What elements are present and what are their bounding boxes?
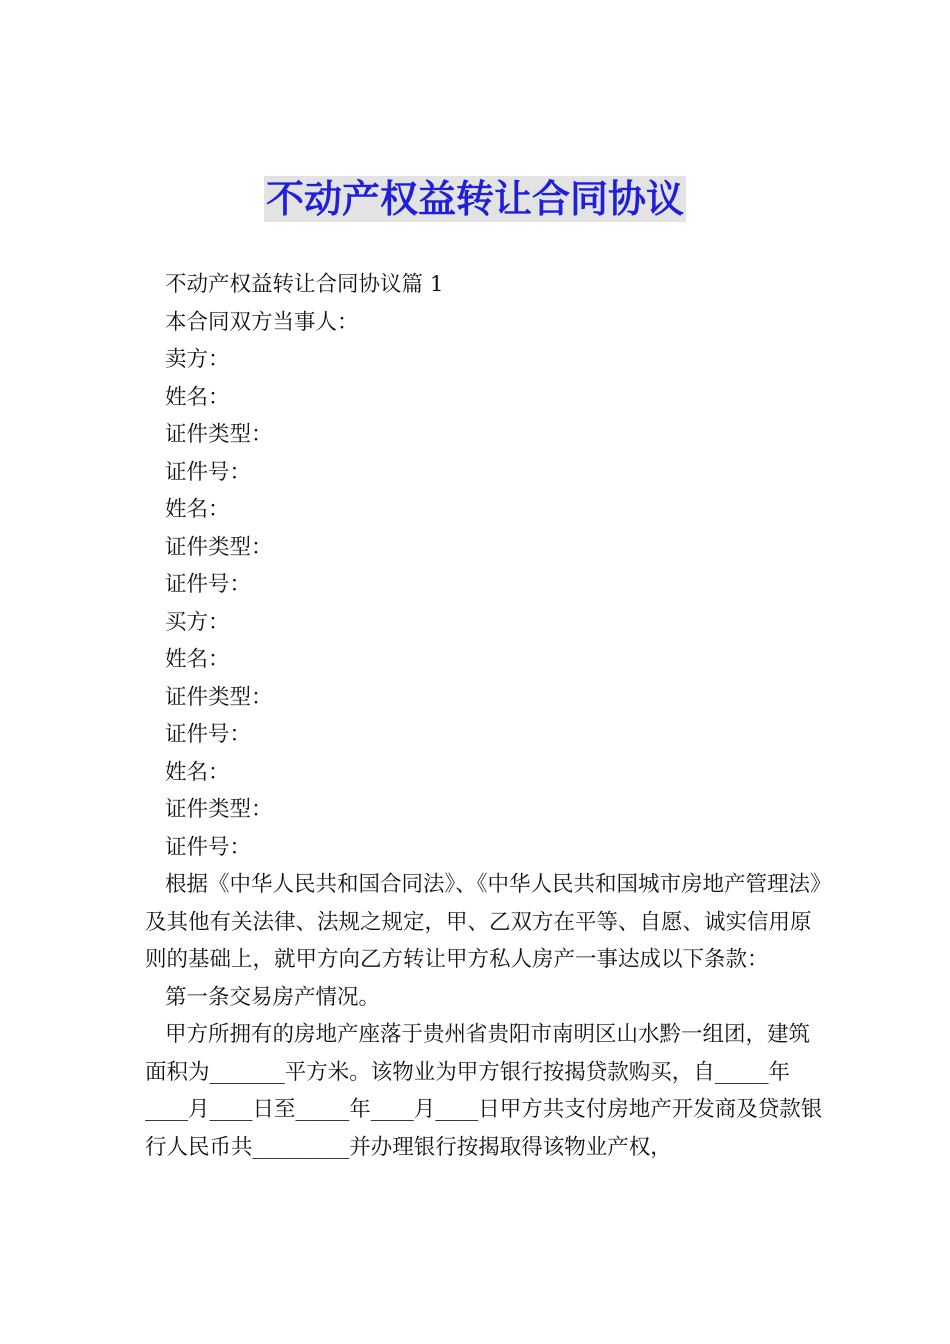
legal-basis-paragraph: 根据《中华人民共和国合同法》、《中华人民共和国城市房地产管理法》及其他有关法律、法规之规定，甲、乙双方在平等、自愿、诚实信用原则的基础上，就甲方向乙方转让甲方私人房产一事达成以下条款： — [145, 872, 821, 972]
buyer2-id-type-field: 证件类型： — [165, 797, 273, 822]
seller1-id-type-field: 证件类型： — [165, 422, 273, 447]
document-title: 不动产权益转让合同协议 — [265, 177, 684, 221]
seller1-id-number-field: 证件号： — [165, 459, 252, 485]
section-heading: 不动产权益转让合同协议篇 1 — [165, 272, 444, 297]
buyer-label: 买方： — [165, 609, 230, 635]
parties-intro: 本合同双方当事人： — [165, 309, 359, 335]
title-container — [0, 176, 950, 222]
buyer1-id-number-field: 证件号： — [165, 722, 252, 747]
seller2-id-type-field: 证件类型： — [165, 534, 273, 560]
seller-label: 卖方： — [165, 347, 230, 372]
seller1-name-field: 姓名： — [165, 384, 230, 410]
buyer2-name-field: 姓名： — [165, 759, 230, 785]
seller2-name-field: 姓名： — [165, 497, 230, 522]
document-body — [145, 266, 825, 1166]
seller2-id-number-field: 证件号： — [165, 572, 252, 597]
property-description-paragraph: 甲方所拥有的房地产座落于贵州省贵阳市南明区山水黔一组团，建筑面积为_______平方米。该物业为甲方银行按揭贷款购买，自_____年____月____日至_____年____月____日甲方共支付房地产开发商及贷款银行人民币共_________并办理银行按揭取得该物业产权， — [145, 1022, 823, 1160]
article-1-heading: 第一条交易房产情况。 — [165, 984, 381, 1010]
buyer1-name-field: 姓名： — [165, 647, 230, 672]
buyer2-id-number-field: 证件号： — [165, 834, 252, 860]
buyer1-id-type-field: 证件类型： — [165, 684, 273, 710]
